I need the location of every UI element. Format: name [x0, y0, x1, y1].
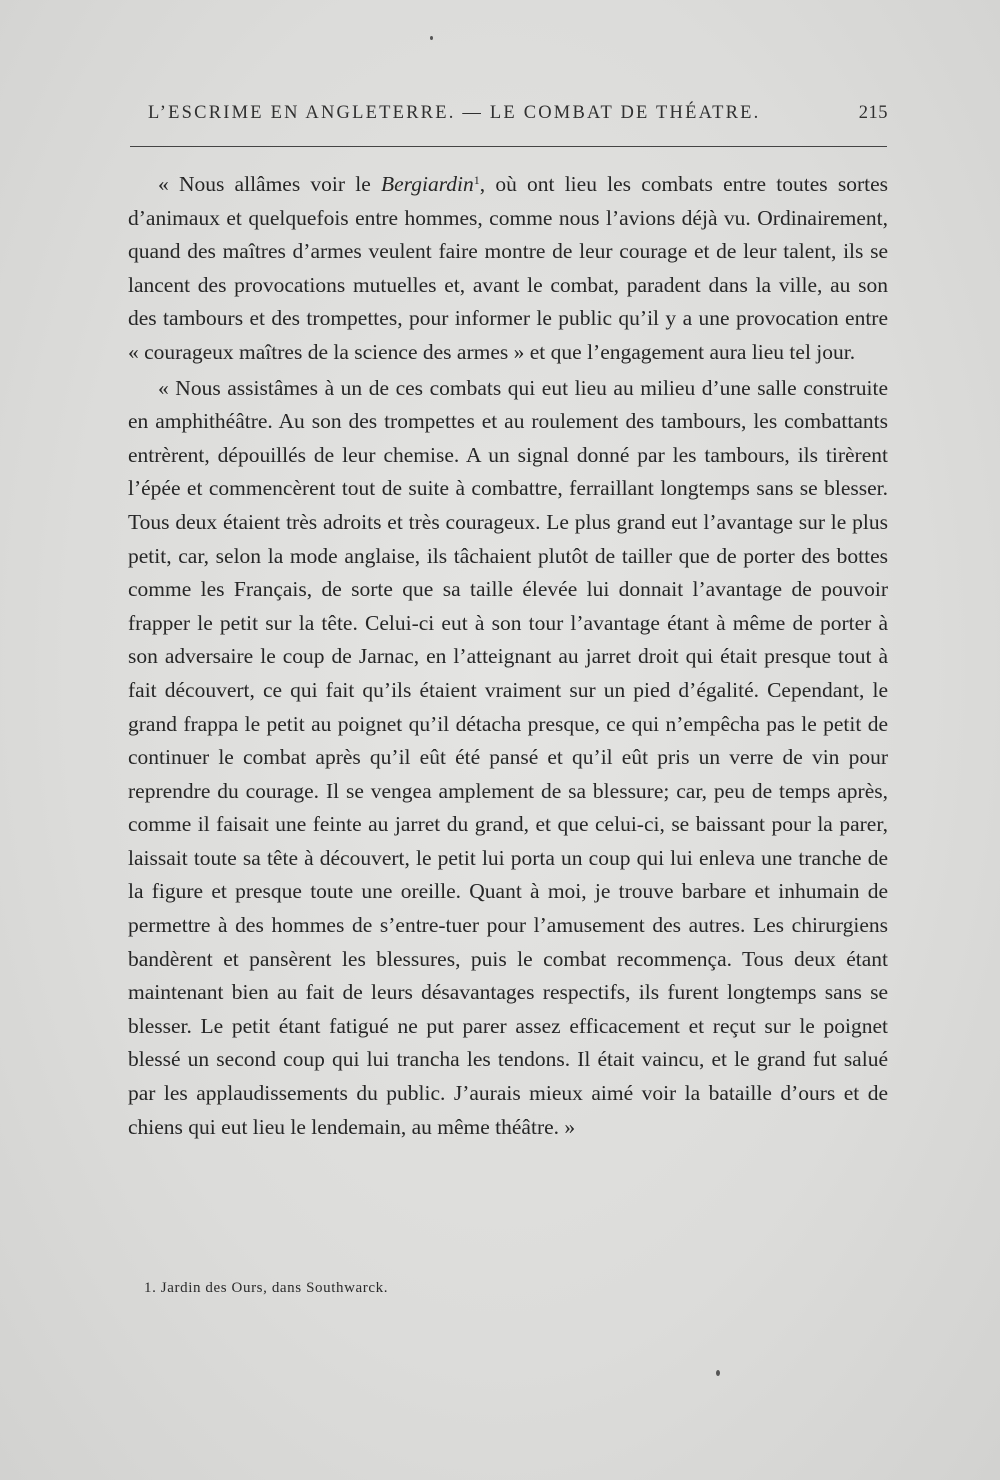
- paragraph-1: [128, 168, 888, 370]
- paragraph-1-start: « Nous allâmes voir le: [158, 172, 381, 196]
- paragraph-1-rest: , où ont lieu les combats entre toutes sortes d’animaux et quelquefois entre hommes, comme nous l’avions déjà vu. Ordinairement, quand des maîtres d’armes veulent faire montre de leur courage et de leur talent, ils se lancent des provocations mutuelles et, avant le combat, paradent dans la ville, au son des tambours et des trompettes, pour informer le public qu’il y a une provocation entre « courageux maîtres de la science des armes » et que l’engagement aura lieu tel jour.: [128, 172, 888, 364]
- page-number: 215: [858, 103, 888, 123]
- running-title: L’ESCRIME EN ANGLETERRE. — LE COMBAT DE THÉATRE.: [148, 103, 761, 123]
- main-text: [128, 168, 888, 1144]
- footnote: 1. Jardin des Ours, dans Southwarck.: [144, 1280, 389, 1296]
- header-rule: [130, 146, 887, 147]
- paper-speck: [430, 36, 433, 40]
- footnote-reference: 1: [473, 173, 480, 187]
- paper-speck: [716, 1370, 720, 1376]
- paragraph-2: « Nous assistâmes à un de ces combats qui eut lieu au milieu d’une salle construite en amphithéâtre. Au son des trompettes et au roulement des tambours, les combattants entrèrent, dépouillés de leur chemise. A un signal donné par les tambours, ils tirèrent l’épée et commencèrent tout de suite à combattre, ferraillant longtemps sans se blesser. Tous deux étaient très adroits et très courageux. Le plus grand eut l’avantage sur le plus petit, car, selon la mode anglaise, ils tâchaient plutôt de tailler que de porter des bottes comme les Français, de sorte que sa taille élevée lui donnait l’avantage de pouvoir frapper le petit sur la tête. Celui-ci eut à son tour l’avantage étant à même de porter à son adversaire le coup de Jarnac, en l’atteignant au jarret droit qui était presque tout à fait découvert, ce qui fait qu’ils étaient vraiment sur un pied d’égalité. Cependant, le grand frappa le petit au poignet qu’il détacha presque, ce qui n’empêcha pas le petit de continuer le combat après qu’il eût été pansé et qu’il eût pris un verre de vin pour reprendre du courage. Il se vengea amplement de sa blessure; car, peu de temps après, comme il faisait une feinte au jarret du grand, et que celui-ci, se baissant pour la parer, laissait toute sa tête à découvert, le petit lui porta un coup qui lui enleva une tranche de la figure et presque toute une oreille. Quant à moi, je trouve barbare et inhumain de permettre à des hommes de s’entre-tuer pour l’amusement des autres. Les chirurgiens bandèrent et pansèrent les blessures, puis le combat recommença. Tous deux étant maintenant bien au fait de leurs désavantages respectifs, ils furent longtemps sans se blesser. Le petit étant fatigué ne put parer assez efficacement et reçut sur le poignet blessé un second coup qui lui trancha les tendons. Il était vaincu, et le grand fut salué par les applaudissements du public. J’aurais mieux aimé voir la bataille d’ours et de chiens qui eut lieu le lendemain, au même théâtre. »: [128, 375, 888, 1139]
- italic-term: Bergiardin: [380, 172, 474, 196]
